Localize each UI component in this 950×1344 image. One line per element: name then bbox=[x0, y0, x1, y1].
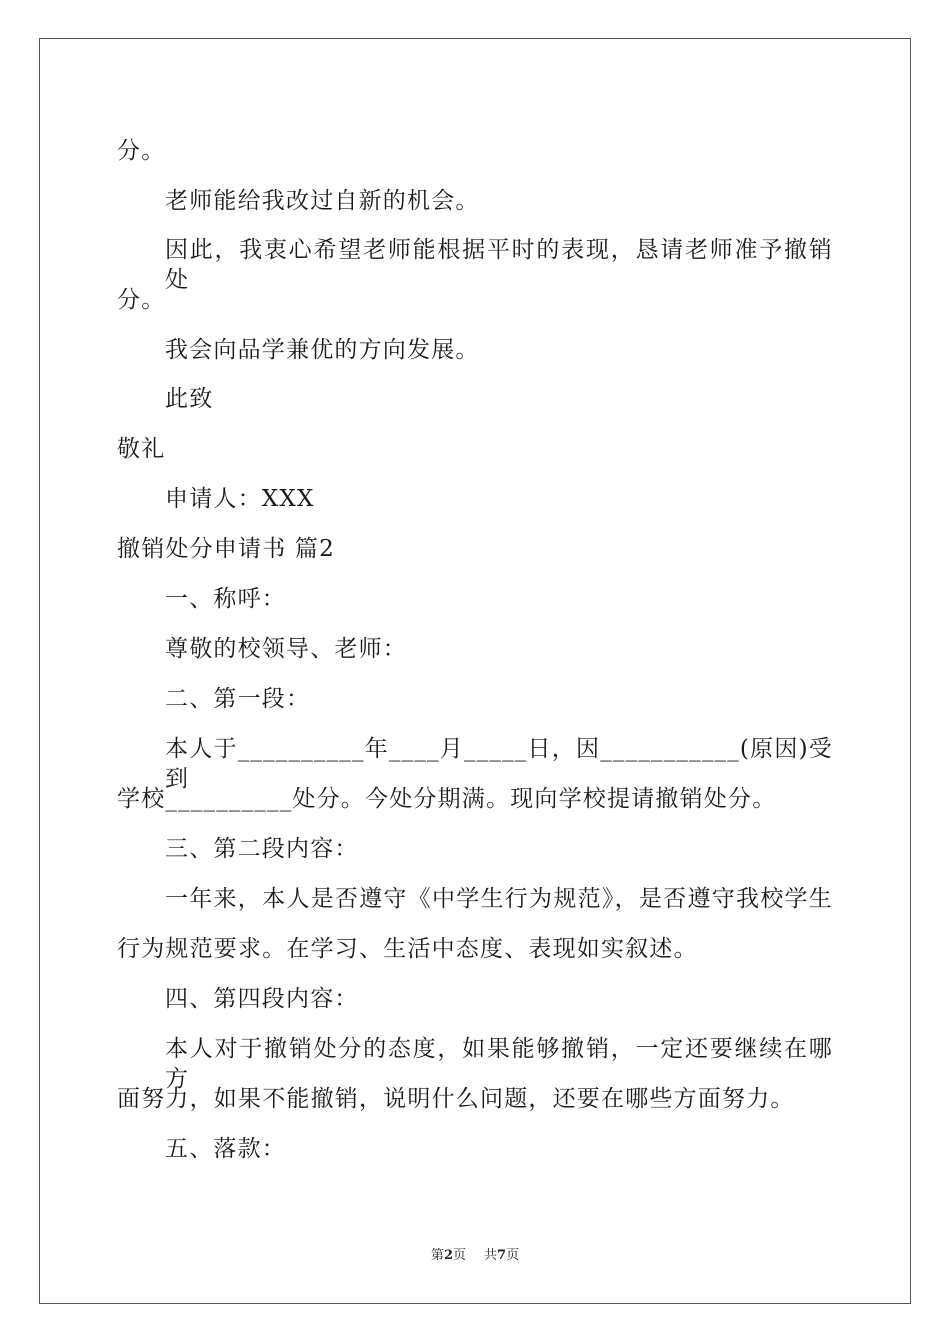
body-line-4: 分。 bbox=[117, 287, 166, 313]
body-line-17: 行为规范要求。在学习、生活中态度、表现如实叙述。 bbox=[117, 936, 698, 962]
footer-page-suffix: 页 bbox=[452, 1248, 466, 1263]
body-line-16: 一年来，本人是否遵守《中学生行为规范》，是否遵守我校学生 bbox=[165, 886, 833, 912]
body-line-19: 本人对于撤销处分的态度，如果能够撤销，一定还要继续在哪方 bbox=[165, 1036, 833, 1092]
body-line-14: 学校__________处分。今处分期满。现向学校提请撤销处分。 bbox=[117, 786, 777, 812]
page-frame bbox=[39, 38, 911, 1304]
body-line-13: 本人于__________年____月_____日，因___________(原因)受到 bbox=[165, 736, 833, 792]
heading-3: 三、第二段内容： bbox=[165, 836, 359, 862]
footer-page-prefix: 第 bbox=[430, 1248, 444, 1263]
page-footer bbox=[0, 1248, 950, 1264]
heading-5: 五、落款： bbox=[165, 1136, 286, 1162]
body-line-3: 因此，我衷心希望老师能根据平时的表现，恳请老师准予撤销处 bbox=[165, 237, 833, 293]
closing-salutation: 此致 bbox=[165, 386, 214, 412]
body-line-20: 面努力，如果不能撤销，说明什么问题，还要在哪些方面努力。 bbox=[117, 1086, 795, 1112]
footer-page-current: 2 bbox=[443, 1248, 453, 1263]
footer-total-prefix: 共 bbox=[484, 1248, 498, 1263]
footer-total-pages: 7 bbox=[497, 1248, 507, 1263]
body-line-2: 老师能给我改过自新的机会。 bbox=[165, 188, 480, 214]
body-line-1: 分。 bbox=[117, 138, 166, 164]
footer-total-suffix: 页 bbox=[506, 1248, 520, 1263]
heading-1: 一、称呼： bbox=[165, 586, 286, 612]
body-line-5: 我会向品学兼优的方向发展。 bbox=[165, 337, 480, 363]
closing-regards: 敬礼 bbox=[117, 436, 166, 462]
applicant-signature: 申请人：XXX bbox=[165, 486, 315, 512]
heading-4: 四、第四段内容： bbox=[165, 986, 359, 1012]
heading-2: 二、第一段： bbox=[165, 686, 311, 712]
body-line-11: 尊敬的校领导、老师： bbox=[165, 636, 407, 662]
section-title: 撤销处分申请书 篇2 bbox=[117, 536, 335, 562]
